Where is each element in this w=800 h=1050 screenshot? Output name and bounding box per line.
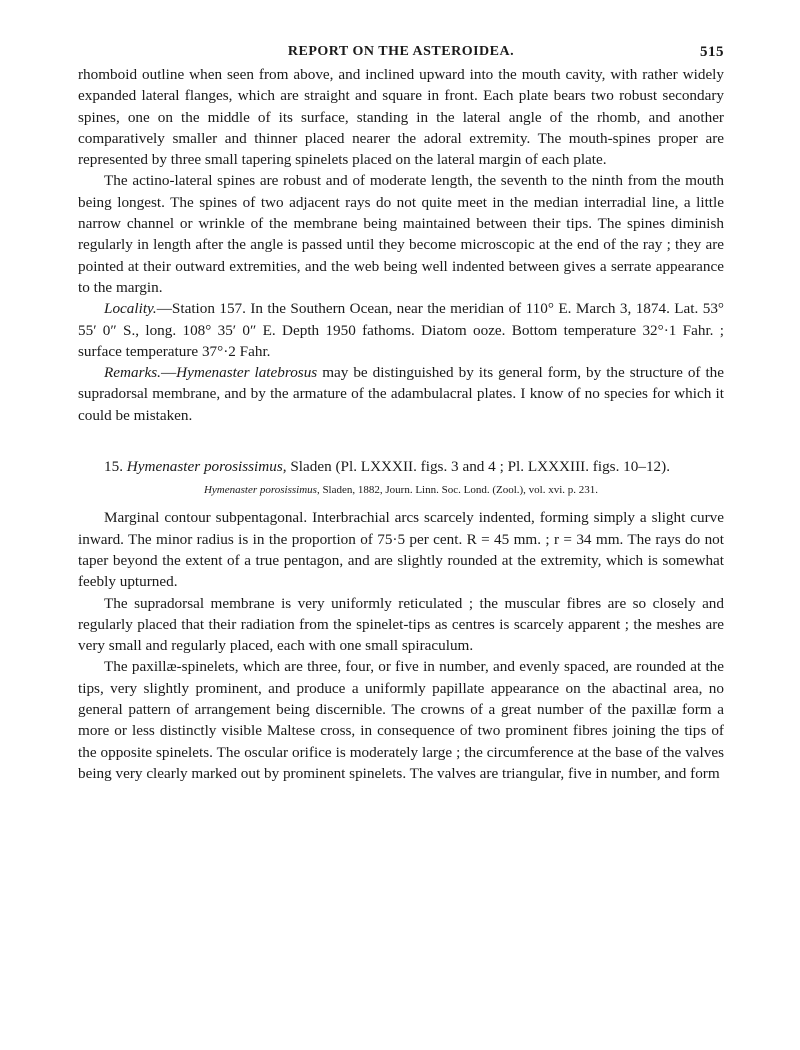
paragraph-supradorsal-membrane: The supradorsal membrane is very uniformly reticulated ; the muscular fibres are so closely and regularly placed that their radiation from the spinelet-tips as centres is scarcely apparent ; the meshes are very small and regularly placed, each with one small spiraculum.: [78, 594, 724, 655]
section-species: Hymenaster porosissimus: [126, 458, 283, 476]
remarks-dash: —: [160, 364, 177, 382]
locality-text: —Station 157. In the Southern Ocean, near the meridian of 110° E. March 3, 1874. Lat. 53° 55′ 0″ S., long. 108° 35′ 0″ E. Depth 1950 fathoms. Diatom ooze. Bottom temperature 32°·1 Fahr. ; surface temperature 37°·2 Fahr.: [78, 300, 724, 360]
synonymy-citation: [78, 483, 724, 497]
page-number: 515: [700, 44, 724, 60]
running-title: REPORT ON THE ASTEROIDEA.: [287, 44, 515, 59]
remarks-label: Remarks.: [104, 364, 161, 382]
remarks-species: Hymenaster latebrosus: [176, 364, 318, 382]
section-number: 15.: [104, 458, 123, 476]
paragraph-locality: [78, 298, 724, 362]
section-rest: , Sladen (Pl. LXXXII. figs. 3 and 4 ; Pl. LXXXIII. figs. 10–12).: [282, 458, 670, 476]
section-heading: [78, 456, 724, 477]
paragraph-continued: rhomboid outline when seen from above, and inclined upward into the mouth cavity, with rather widely expanded lateral flanges, which are straight and square in front. Each plate bears two robust secondary spines, one on the middle of its surface, standing in the lateral angle of the rhomb, and another comparatively smaller and thinner placed nearer the adoral extremity. The mouth-spines proper are represented by three small tapering spinelets placed on the lateral margin of each plate.: [78, 66, 724, 169]
locality-label: Locality.: [104, 300, 157, 318]
paragraph-actino-lateral-spines: The actino-lateral spines are robust and of moderate length, the seventh to the ninth from the mouth being longest. The spines of two adjacent rays do not quite meet in the median interradial line, a little narrow channel or wrinkle of the membrane being maintained between their tips. The spines diminish regularly in length after the angle is passed until they become microscopic at the end of the ray ; they are pointed at their outward extremities, and the web being well indented between gives a serrate appearance to the margin.: [78, 172, 724, 296]
citation-species: Hymenaster porosissimus: [203, 484, 317, 497]
running-head: [78, 38, 724, 64]
paragraph-paxillae-spinelets: The paxillæ-spinelets, which are three, four, or five in number, and evenly spaced, are rounded at the tips, very slightly prominent, and produce a uniformly papillate appearance on the abactinal area, no general pattern of arrangement being discernible. The crowns of a great number of the paxillæ form a more or less distinctly visible Maltese cross, in consequence of two prominent fibres joining the tips of the opposite spinelets. The oscular orifice is moderately large ; the circumference at the base of the valves being very clearly marked out by prominent spinelets. The valves are triangular, five in number, and form: [78, 658, 724, 782]
page: [78, 38, 724, 784]
citation-text: , Sladen, 1882, Journ. Linn. Soc. Lond. (Zool.), vol. xvi. p. 231.: [316, 484, 599, 497]
paragraph-remarks: [78, 362, 724, 426]
paragraph-marginal-contour: Marginal contour subpentagonal. Interbrachial arcs scarcely indented, forming simply a slight curve inward. The minor radius is in the proportion of 75·5 per cent. R = 45 mm. ; r = 34 mm. The rays do not taper beyond the extent of a true pentagon, and are slightly rounded at the extremity, which is somewhat feebly upturned.: [78, 509, 724, 591]
remarks-text: may be distinguished by its general form, by the structure of the supradorsal membrane, and by the armature of the adambulacral plates. I know of no species for which it could be mistaken.: [78, 364, 724, 424]
